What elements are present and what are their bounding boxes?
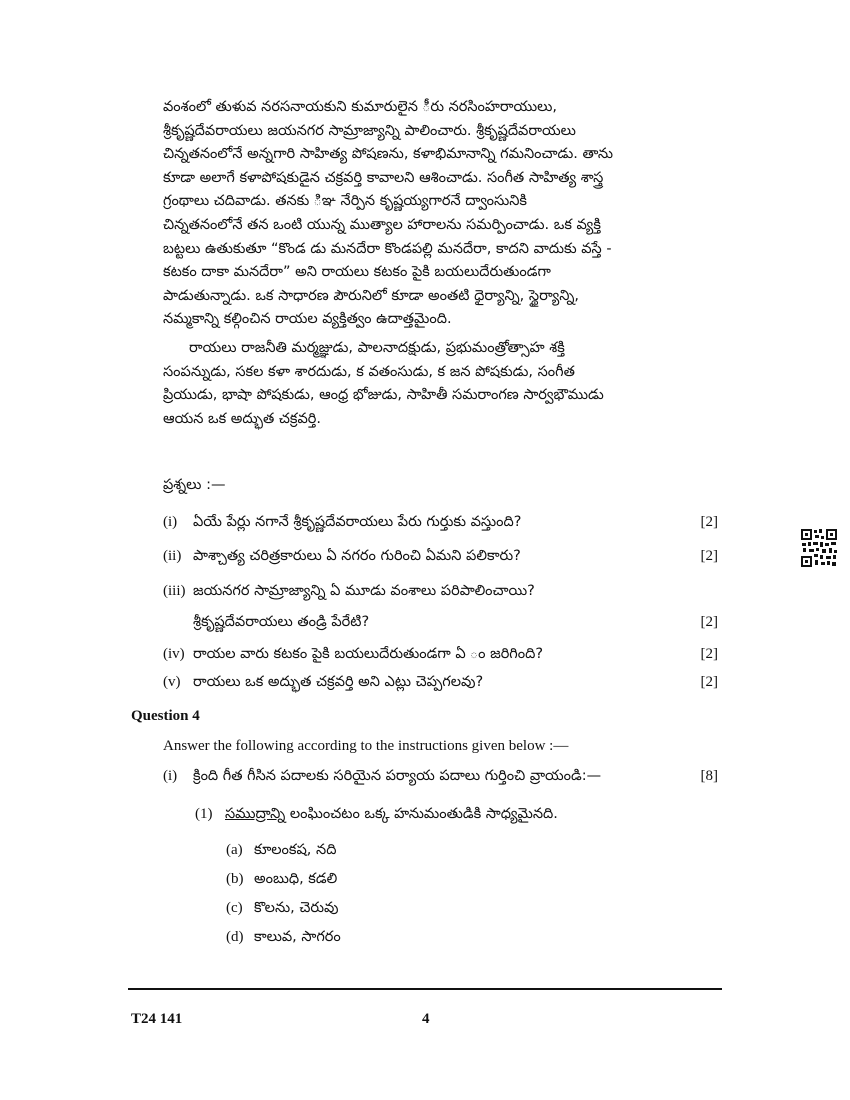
page-number: 4 [422, 1011, 430, 1027]
passage-line: ప్రియుడు, భాషా పోషకుడు, ఆంధ్ర భోజుడు, సాహితీ సమరాంగణ సార్వభౌముడు [163, 387, 604, 404]
passage-line: గ్రంథాలు చదివాడు. తనకు ిఞ నేర్పిన కృష్ణయ్యగారనే ద్వాంసునికి [163, 193, 527, 210]
question-4-part-i [163, 765, 718, 787]
question-item [163, 643, 718, 665]
question-text: రాయల వారు కటకం పైకి బయలుదేరుతుండగా ఏ ం జరిగింది? [193, 646, 544, 662]
passage-line: కూడా అలాగే కళాపోషకుడైన చక్రవర్తి కావాలని ఆశించాడు. సంగీత సాహిత్య శాస్త్ర [163, 169, 604, 186]
passage-line: ఆయన ఒక అద్భుత చక్రవర్తి. [163, 410, 322, 427]
option-text: కూలంకష, నది [254, 842, 337, 858]
passage-line: నమ్మకాన్ని కల్గించిన రాయల వ్యక్తిత్వం ఉదాత్తమైంది. [163, 311, 452, 328]
option-label: (a) [226, 842, 243, 858]
question-item [163, 511, 718, 533]
question-marks: [2] [700, 674, 718, 690]
passage-line: శ్రీకృష్ణదేవరాయలు జయనగర సామ్రాజ్యాన్ని పాలించారు. శ్రీకృష్ణదేవరాయలు [163, 122, 576, 139]
footer-divider [128, 988, 722, 990]
underlined-word: సముద్రాన్ని [225, 806, 286, 822]
passage-line: రాయలు రాజనీతి మర్మజ్ఞుడు, పాలనాదక్షుడు, ప్రభుమంత్రోత్సాహ శక్తి [189, 339, 565, 356]
paper-code: T24 141 [131, 1011, 183, 1027]
sub-question-1 [195, 803, 558, 826]
question-marks: [2] [700, 614, 718, 630]
question-marks: [2] [700, 646, 718, 662]
question-number: (v) [163, 674, 181, 690]
question-number: (i) [163, 514, 178, 530]
passage-line: సంపన్నుడు, సకల కళా శారదుడు, క వతంసుడు, క జన పోషకుడు, సంగీత [163, 363, 575, 380]
question-text-continued: శ్రీకృష్ణదేవరాయలు తండ్రి పేరేటి? [193, 614, 370, 630]
question-marks: [2] [700, 548, 718, 564]
option-label: (b) [226, 871, 244, 887]
option-item [226, 868, 337, 891]
questions-heading: ప్రశ్నలు :— [163, 477, 226, 493]
part-marks: [8] [700, 768, 718, 784]
part-text: క్రింది గీత గీసిన పదాలకు సరియైన పర్యాయ పదాలు గుర్తించి వ్రాయండి:— [193, 768, 602, 784]
question-4-title: Question 4 [131, 708, 200, 724]
question-4-instruction: Answer the following according to the instructions given below :— [163, 738, 569, 754]
question-item [163, 545, 718, 567]
passage-line: వంశంలో తుళువ నరసనాయకుని కుమారులైన ీరు నరసింహరాయులు, [163, 99, 558, 115]
qr-code-icon [800, 528, 838, 568]
option-text: కొలను, చెరువు [254, 900, 339, 916]
question-text: ఏయే పేర్లు నగానే శ్రీకృష్ణదేవరాయలు పేరు గుర్తుకు వస్తుంది? [193, 514, 522, 530]
question-number: (iv) [163, 646, 185, 662]
sub-question-text: లంఘించటం ఒక్క హనుమంతుడికి సాధ్యమైనది. [285, 806, 558, 822]
passage [163, 96, 673, 431]
passage-line: పాడుతున్నాడు. ఒక సాధారణ పౌరునిలో కూడా అంతటి ధైర్యాన్ని, స్థైర్యాన్ని, [163, 287, 580, 304]
option-label: (c) [226, 900, 243, 916]
question-number: (ii) [163, 548, 182, 564]
question-number: (iii) [163, 583, 186, 599]
option-label: (d) [226, 929, 244, 945]
sub-question-number: (1) [195, 806, 213, 822]
question-text: రాయలు ఒక అద్భుత చక్రవర్తి అని ఎట్లు చెప్పగలవు? [193, 674, 484, 690]
passage-line: బట్టలు ఉతుకుతూ “కొండ డు మనదేరా కొండపల్లి మనదేరా, కాదని వాదుకు వస్తే - [163, 240, 612, 257]
question-text: పాశ్చాత్య చరిత్రకారులు ఏ నగరం గురించి ఏమని పలికారు? [193, 548, 521, 564]
option-text: అంబుధి, కడలి [254, 871, 338, 887]
option-item [226, 839, 336, 862]
question-text: జయనగర సామ్రాజ్యాన్ని ఏ మూడు వంశాలు పరిపాలించాయి? [193, 583, 535, 599]
question-item [163, 671, 718, 693]
passage-line: చిన్నతనంలోనే అన్నగారి సాహిత్య పోషణను, కళాభిమానాన్ని గమనించాడు. తాను [163, 146, 614, 163]
option-item [226, 897, 339, 920]
passage-line: కటకం దాకా మనదేరా” అని రాయలు కటకం పైకి బయలుదేరుతుండగా [163, 264, 551, 281]
option-item [226, 926, 341, 949]
question-marks: [2] [700, 514, 718, 530]
part-number: (i) [163, 768, 178, 784]
passage-line: చిన్నతనంలోనే తన ఒంటి యున్న ముత్యాల హారాలను సమర్పించాడు. ఒక వ్యక్తి [163, 216, 601, 233]
option-text: కాలువ, సాగరం [254, 929, 341, 945]
question-item [163, 580, 718, 633]
